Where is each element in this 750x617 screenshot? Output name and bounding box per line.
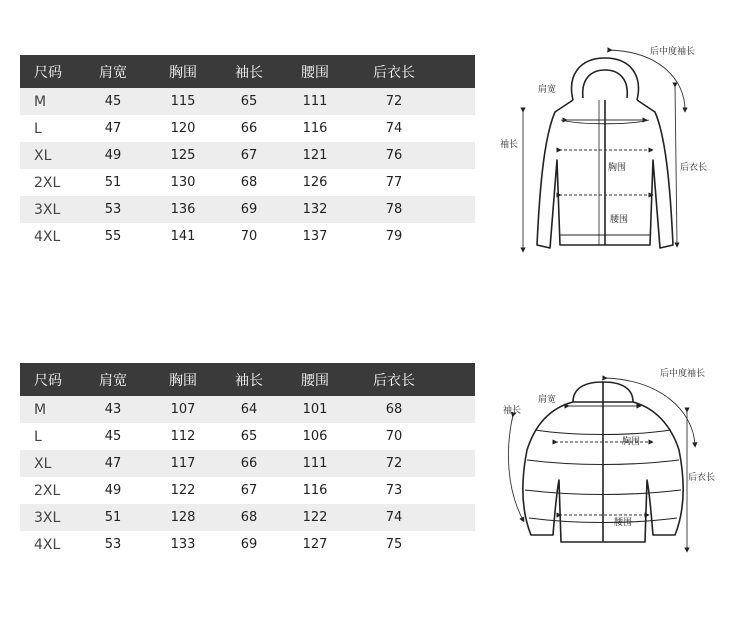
- table-row: [20, 196, 475, 223]
- table-row: [20, 169, 475, 196]
- cell-size: M: [34, 93, 47, 110]
- table-row: [20, 477, 475, 504]
- cell-shoulder: 53: [104, 202, 122, 217]
- cell-back-length: 79: [385, 229, 403, 244]
- header-shoulder: 肩宽: [99, 64, 127, 81]
- cell-sleeve: 66: [240, 121, 258, 136]
- cell-size: 4XL: [34, 536, 61, 553]
- cell-back-length: 75: [385, 537, 403, 552]
- cell-back-length: 74: [385, 510, 403, 525]
- cell-shoulder: 51: [104, 510, 122, 525]
- cell-back-length: 78: [385, 202, 403, 217]
- cell-sleeve: 70: [240, 229, 258, 244]
- label-back-sleeve: 后中度袖长: [660, 369, 706, 379]
- cell-chest: 112: [170, 429, 196, 444]
- table-row: [20, 396, 475, 423]
- cell-size: 2XL: [34, 482, 61, 499]
- table-row: [20, 88, 475, 115]
- table-header: [20, 55, 475, 88]
- header-chest: 胸围: [169, 372, 197, 389]
- cell-back-length: 68: [385, 402, 403, 417]
- cell-sleeve: 64: [240, 402, 258, 417]
- cell-waist: 101: [302, 402, 328, 417]
- cell-sleeve: 67: [240, 483, 258, 498]
- cell-chest: 125: [170, 148, 196, 163]
- header-back-length: 后衣长: [373, 372, 415, 389]
- cell-chest: 117: [170, 456, 196, 471]
- cell-size: L: [34, 428, 42, 445]
- label-chest: 胸围: [622, 437, 641, 447]
- cell-sleeve: 68: [240, 175, 258, 190]
- header-shoulder: 肩宽: [99, 372, 127, 389]
- label-chest: 胸围: [608, 163, 627, 173]
- cell-back-length: 73: [385, 483, 403, 498]
- size-table-hooded-jacket: [20, 55, 475, 250]
- label-back-length: 后衣长: [688, 473, 716, 483]
- cell-shoulder: 45: [104, 429, 122, 444]
- cell-chest: 133: [170, 537, 196, 552]
- header-chest: 胸围: [169, 64, 197, 81]
- cell-chest: 128: [170, 510, 196, 525]
- cell-size: L: [34, 120, 42, 137]
- cell-shoulder: 49: [104, 148, 122, 163]
- table-row: [20, 423, 475, 450]
- cell-chest: 115: [170, 94, 196, 109]
- cell-sleeve: 65: [240, 94, 258, 109]
- cell-back-length: 70: [385, 429, 403, 444]
- cell-chest: 136: [170, 202, 196, 217]
- cell-sleeve: 66: [240, 456, 258, 471]
- cell-waist: 121: [302, 148, 328, 163]
- cell-waist: 137: [302, 229, 328, 244]
- label-back-length: 后衣长: [680, 163, 708, 173]
- cell-shoulder: 53: [104, 537, 122, 552]
- cell-shoulder: 55: [104, 229, 122, 244]
- cell-size: XL: [34, 455, 52, 472]
- label-shoulder: 肩宽: [538, 395, 557, 405]
- cell-waist: 122: [302, 510, 328, 525]
- header-sleeve: 袖长: [235, 372, 263, 389]
- table-row: [20, 142, 475, 169]
- cell-size: 3XL: [34, 509, 61, 526]
- table-row: [20, 504, 475, 531]
- table-header: [20, 363, 475, 396]
- cell-chest: 122: [170, 483, 196, 498]
- cell-waist: 106: [302, 429, 328, 444]
- header-size: 尺码: [34, 372, 62, 389]
- label-waist: 腰围: [610, 215, 629, 225]
- label-sleeve: 袖长: [503, 406, 522, 416]
- cell-size: 2XL: [34, 174, 61, 191]
- label-waist: 腰围: [614, 518, 633, 528]
- cell-back-length: 77: [385, 175, 403, 190]
- cell-chest: 141: [170, 229, 196, 244]
- cell-shoulder: 45: [104, 94, 122, 109]
- cell-shoulder: 51: [104, 175, 122, 190]
- size-table-puffer-jacket: [20, 363, 475, 558]
- table-row: [20, 531, 475, 558]
- cell-back-length: 76: [385, 148, 403, 163]
- cell-waist: 132: [302, 202, 328, 217]
- cell-size: XL: [34, 147, 52, 164]
- label-sleeve: 袖长: [500, 140, 519, 150]
- table-row: [20, 115, 475, 142]
- cell-shoulder: 49: [104, 483, 122, 498]
- cell-chest: 120: [170, 121, 196, 136]
- cell-waist: 116: [302, 483, 328, 498]
- header-size: 尺码: [34, 64, 62, 81]
- cell-size: 3XL: [34, 201, 61, 218]
- cell-waist: 126: [302, 175, 328, 190]
- cell-waist: 111: [302, 94, 328, 109]
- cell-waist: 127: [302, 537, 328, 552]
- cell-chest: 107: [170, 402, 196, 417]
- table-row: [20, 223, 475, 250]
- cell-waist: 111: [302, 456, 328, 471]
- header-waist: 腰围: [301, 64, 329, 81]
- header-waist: 腰围: [301, 372, 329, 389]
- header-sleeve: 袖长: [235, 64, 263, 81]
- header-back-length: 后衣长: [373, 64, 415, 81]
- cell-shoulder: 47: [104, 121, 122, 136]
- table-row: [20, 450, 475, 477]
- cell-shoulder: 47: [104, 456, 122, 471]
- cell-sleeve: 68: [240, 510, 258, 525]
- cell-size: 4XL: [34, 228, 61, 245]
- label-back-sleeve: 后中度袖长: [650, 47, 696, 57]
- cell-back-length: 72: [385, 456, 403, 471]
- cell-sleeve: 69: [240, 202, 258, 217]
- puffer-jacket-diagram: [495, 370, 725, 560]
- cell-size: M: [34, 401, 47, 418]
- cell-waist: 116: [302, 121, 328, 136]
- cell-back-length: 74: [385, 121, 403, 136]
- cell-shoulder: 43: [104, 402, 122, 417]
- cell-sleeve: 65: [240, 429, 258, 444]
- cell-back-length: 72: [385, 94, 403, 109]
- cell-sleeve: 69: [240, 537, 258, 552]
- cell-chest: 130: [170, 175, 196, 190]
- cell-sleeve: 67: [240, 148, 258, 163]
- label-shoulder: 肩宽: [538, 85, 557, 95]
